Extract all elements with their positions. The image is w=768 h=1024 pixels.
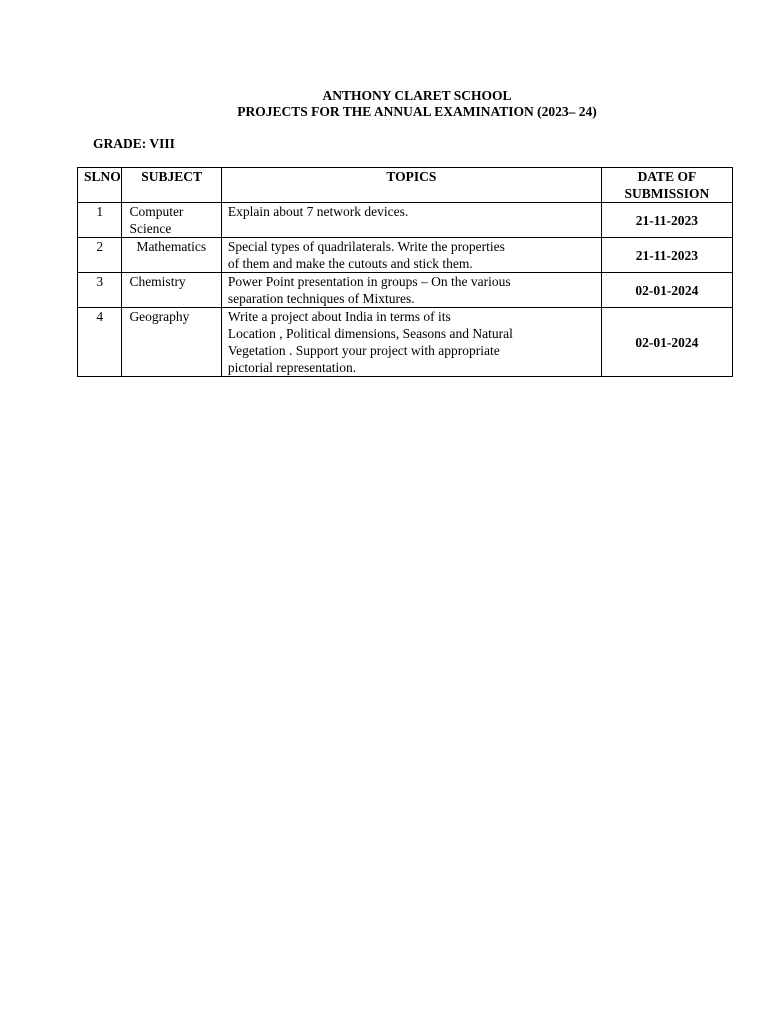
- row-subject: [122, 308, 221, 377]
- projects-table: [77, 167, 733, 377]
- document-header: [0, 88, 768, 120]
- row-slno: 2: [78, 238, 122, 273]
- row-slno: 1: [78, 203, 122, 238]
- grade-label: GRADE: VIII: [93, 136, 175, 151]
- row-topic-line: Write a project about India in terms of its: [227, 309, 451, 324]
- row-topic-line: Special types of quadrilaterals. Write the properties: [227, 239, 505, 254]
- row-topic-line: Vegetation . Support your project with appropriate: [227, 343, 500, 358]
- row-topic: [221, 273, 601, 308]
- row-slno: 4: [78, 308, 122, 377]
- table-row: [78, 273, 733, 308]
- header-date-line1: DATE OF: [637, 169, 697, 184]
- header-slno: SLNO: [78, 168, 122, 203]
- row-topic: [221, 308, 601, 377]
- header-subject: SUBJECT: [122, 168, 221, 203]
- row-topic: [221, 203, 601, 238]
- row-subject: [122, 273, 221, 308]
- header-date-line2: SUBMISSION: [624, 186, 710, 201]
- row-date: 02-01-2024: [601, 273, 732, 308]
- row-subject-line1: Mathematics: [136, 239, 207, 254]
- row-topic-line: Explain about 7 network devices.: [227, 204, 409, 219]
- row-subject-line2: Science: [129, 221, 172, 236]
- row-date: 21-11-2023: [601, 203, 732, 238]
- header-topics: TOPICS: [221, 168, 601, 203]
- row-subject-line1: Geography: [129, 309, 190, 324]
- row-subject-line1: Chemistry: [129, 274, 186, 289]
- row-subject: [122, 203, 221, 238]
- school-name: ANTHONY CLARET SCHOOL: [322, 88, 512, 103]
- header-date: [601, 168, 732, 203]
- row-topic: [221, 238, 601, 273]
- row-topic-line: Location , Political dimensions, Seasons and Natural: [227, 326, 513, 341]
- row-topic-line: Power Point presentation in groups – On the various: [227, 274, 511, 289]
- row-topic-line: separation techniques of Mixtures.: [227, 291, 415, 306]
- document-subtitle: PROJECTS FOR THE ANNUAL EXAMINATION (2023– 24): [237, 104, 597, 119]
- row-date: 02-01-2024: [601, 308, 732, 377]
- row-topic-line: pictorial representation.: [227, 360, 357, 375]
- table-row: [78, 238, 733, 273]
- row-date: 21-11-2023: [601, 238, 732, 273]
- row-topic-line: of them and make the cutouts and stick them.: [227, 256, 473, 271]
- row-subject: [122, 238, 221, 273]
- row-subject-line1: Computer: [129, 204, 184, 219]
- table-header-row: [78, 168, 733, 203]
- table-row: [78, 308, 733, 377]
- table-row: [78, 203, 733, 238]
- row-slno: 3: [78, 273, 122, 308]
